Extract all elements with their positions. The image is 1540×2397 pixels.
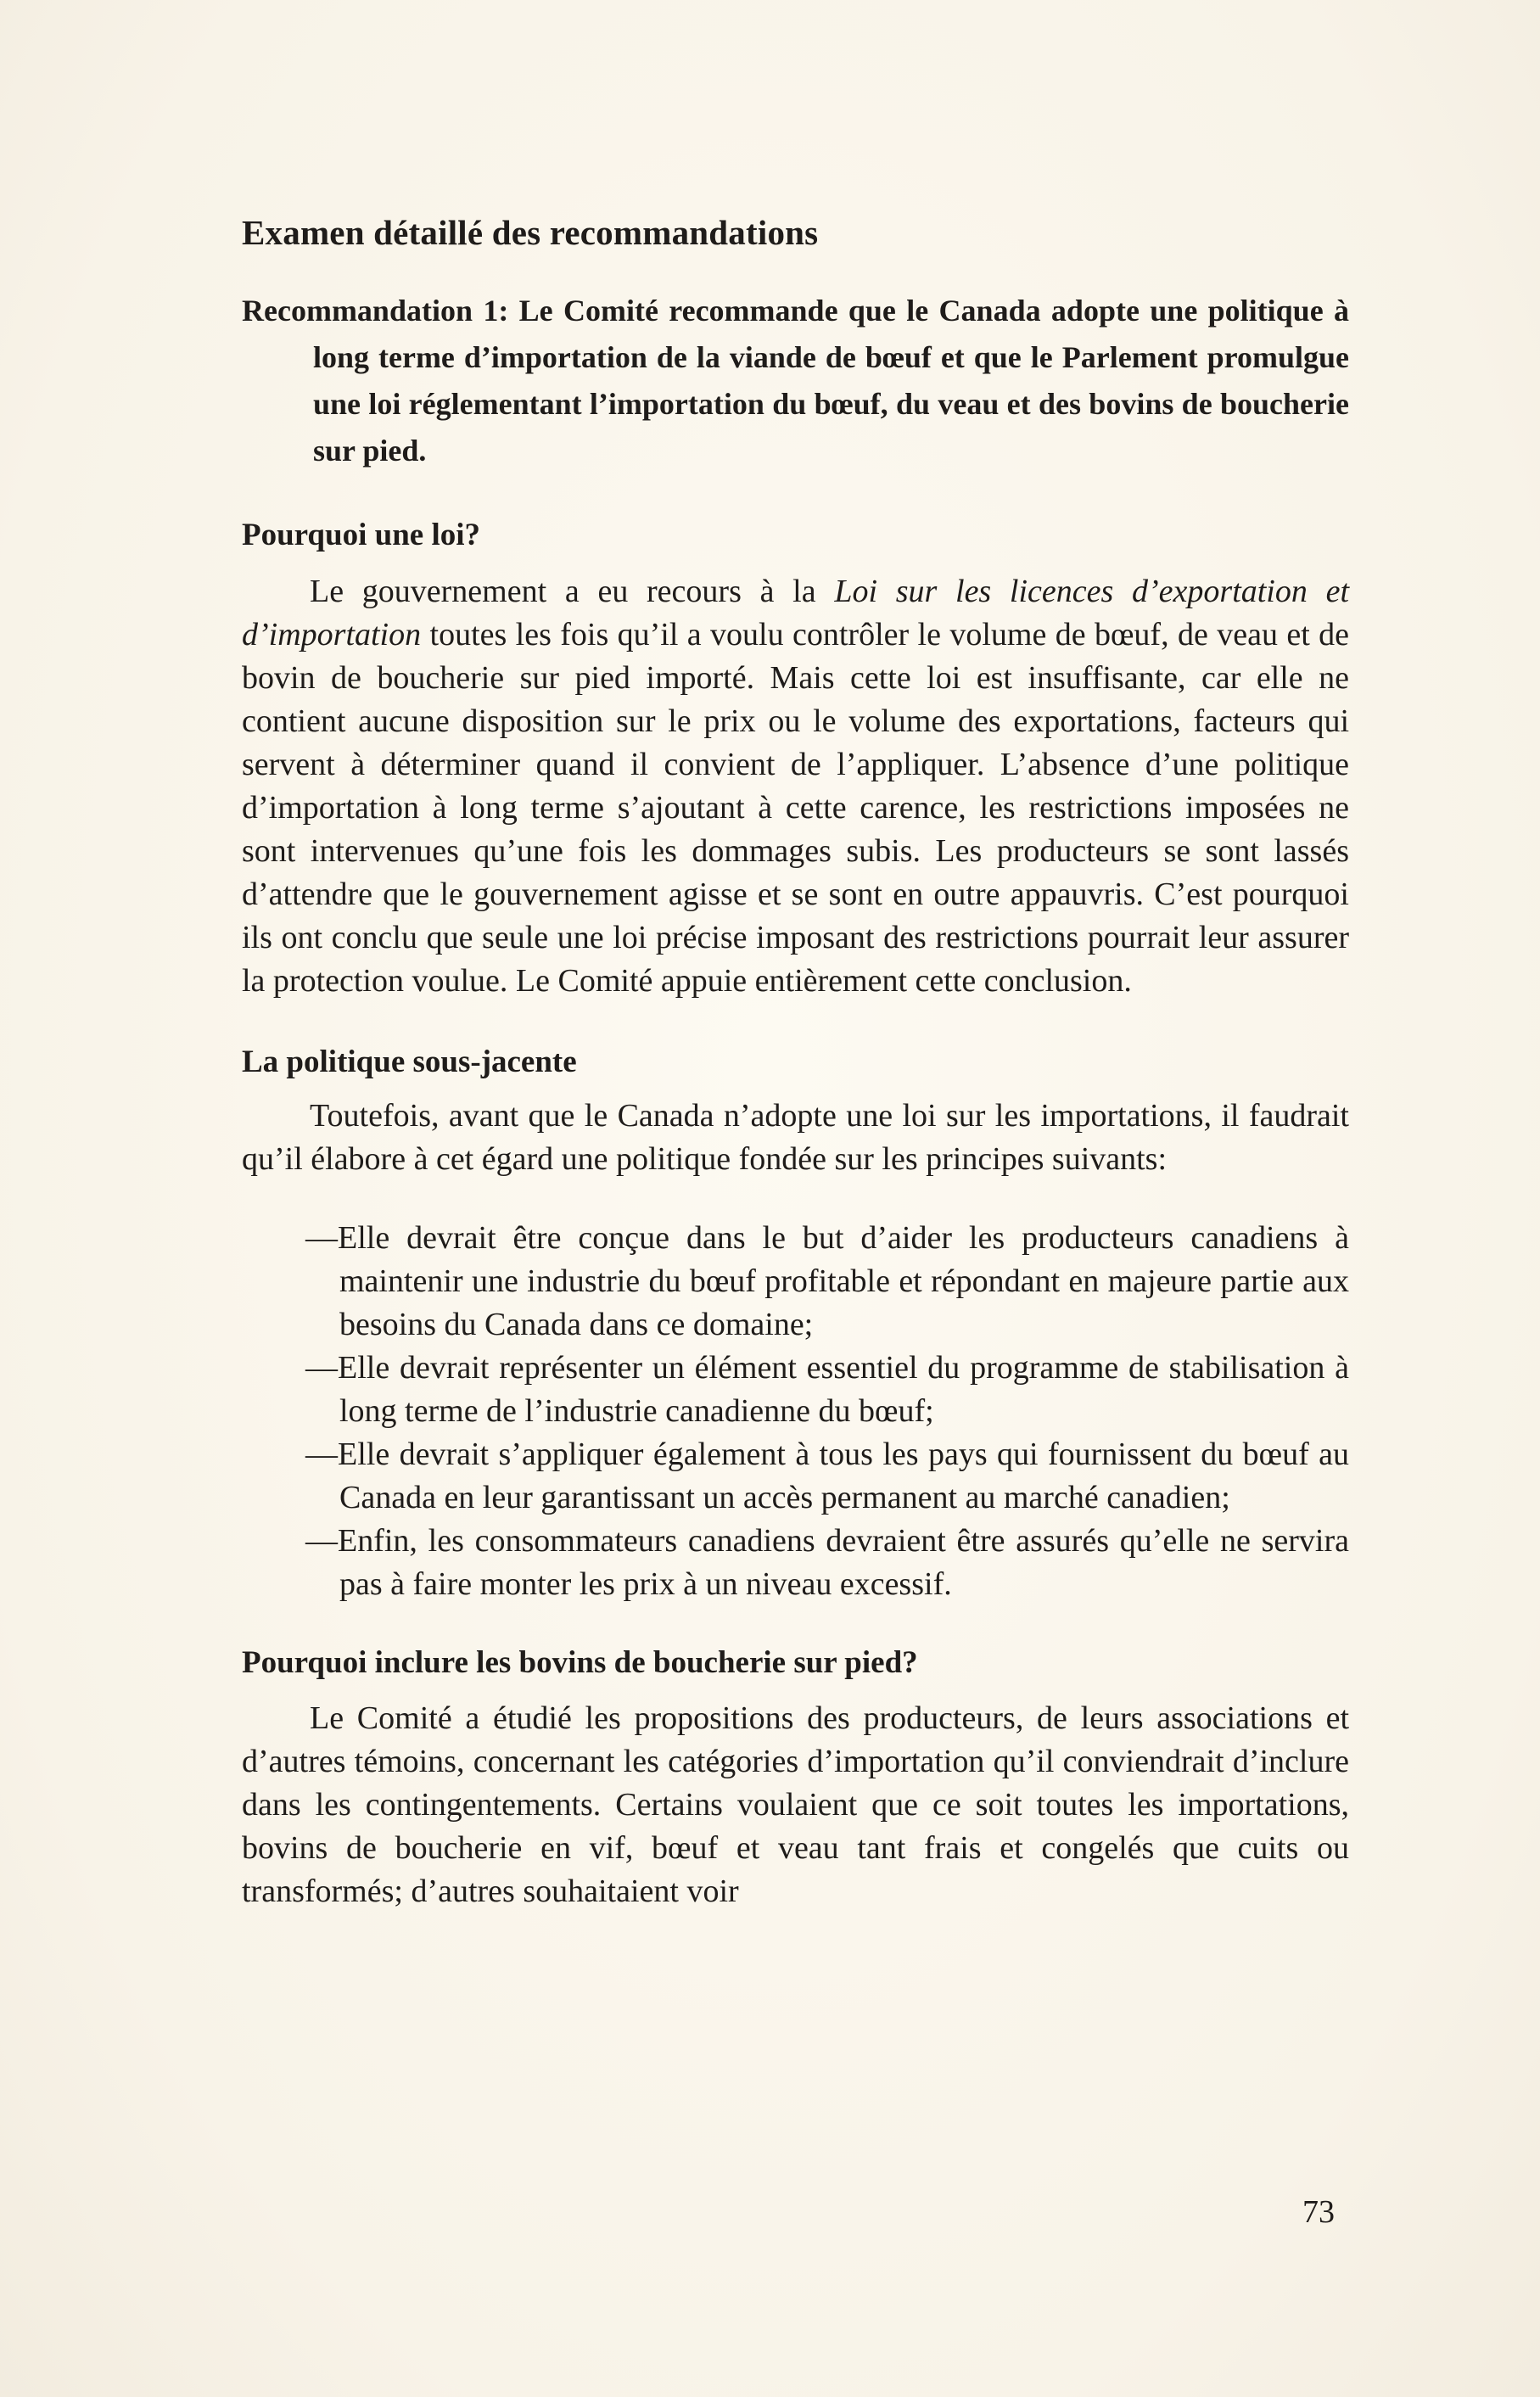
- recommendation-1: [242, 288, 1349, 474]
- principle-item: —Elle devrait s’appliquer également à tous les pays qui fournissent du bœuf au Canada en leur garantissant un accès permanent au marché canadien;: [305, 1436, 1349, 1515]
- paragraph-why-law-start: Le gouvernement a eu recours à la: [310, 573, 816, 609]
- principle-item: —Elle devrait être conçue dans le but d’aider les producteurs canadiens à maintenir une industrie du bœuf profitable et répondant en majeure partie aux besoins du Canada dans ce domaine;: [305, 1219, 1349, 1342]
- section-title-live-cattle: Pourquoi inclure les bovins de boucherie sur pied?: [242, 1644, 918, 1680]
- recommendation-text: Le Comité recommande que le Canada adopte une politique à long terme d’importation de la viande de bœuf et que le Parlement promulgue une loi réglementant l’importation du bœuf, du veau et des bovins de boucherie sur pied.: [313, 294, 1350, 468]
- page-number: 73: [1302, 2194, 1335, 2230]
- paragraph-why-law-rest: toutes les fois qu’il a voulu contrôler le volume de bœuf, de veau et de bovin de boucherie sur pied importé. Mais cette loi est insuffisante, car elle ne contient aucune disposition sur le prix ou le volume des exportations, facteurs qui servent à déterminer quand il convient de l’appliquer. L’absence d’une politique d’importation à long terme s’ajoutant à cette carence, les restrictions imposées ne sont intervenues qu’une fois les dommages subis. Les producteurs se sont lassés d’attendre que le gouvernement agisse et se sont en outre appauvris. C’est pourquoi ils ont conclu que seule une loi précise imposant des restrictions pourrait leur assurer la protection voulue. Le Comité appuie entièrement cette conclusion.: [242, 616, 1349, 999]
- page-content: [242, 212, 1349, 1913]
- principle-item: —Elle devrait représenter un élément essentiel du programme de stabilisation à long terme de l’industrie canadienne du bœuf;: [305, 1349, 1349, 1429]
- page-heading: Examen détaillé des recommandations: [242, 213, 819, 252]
- paragraph-why-law: [242, 570, 1349, 1003]
- section-title-policy: La politique sous-jacente: [242, 1044, 577, 1079]
- section-title-why-law: Pourquoi une loi?: [242, 518, 481, 553]
- paragraph-policy-intro: Toutefois, avant que le Canada n’adopte une loi sur les importations, il faudrait qu’il élabore à cet égard une politique fondée sur les principes suivants:: [242, 1097, 1349, 1177]
- recommendation-label: Recommandation 1:: [242, 294, 509, 328]
- paragraph-live-cattle: Le Comité a étudié les propositions des producteurs, de leurs associations et d’autres témoins, concernant les catégories d’importation qu’il conviendrait d’inclure dans les contingentements. Certains voulaient que ce soit toutes les importations, bovins de boucherie en vif, bœuf et veau tant frais et congelés que cuits ou transformés; d’autres souhaitaient voir: [242, 1700, 1349, 1910]
- principle-item: —Enfin, les consommateurs canadiens devraient être assurés qu’elle ne servira pas à faire monter les prix à un niveau excessif.: [305, 1522, 1349, 1602]
- law-title: Loi sur les licences d’exportation et d’importation: [242, 573, 1349, 652]
- principles-list: [242, 1217, 1349, 1606]
